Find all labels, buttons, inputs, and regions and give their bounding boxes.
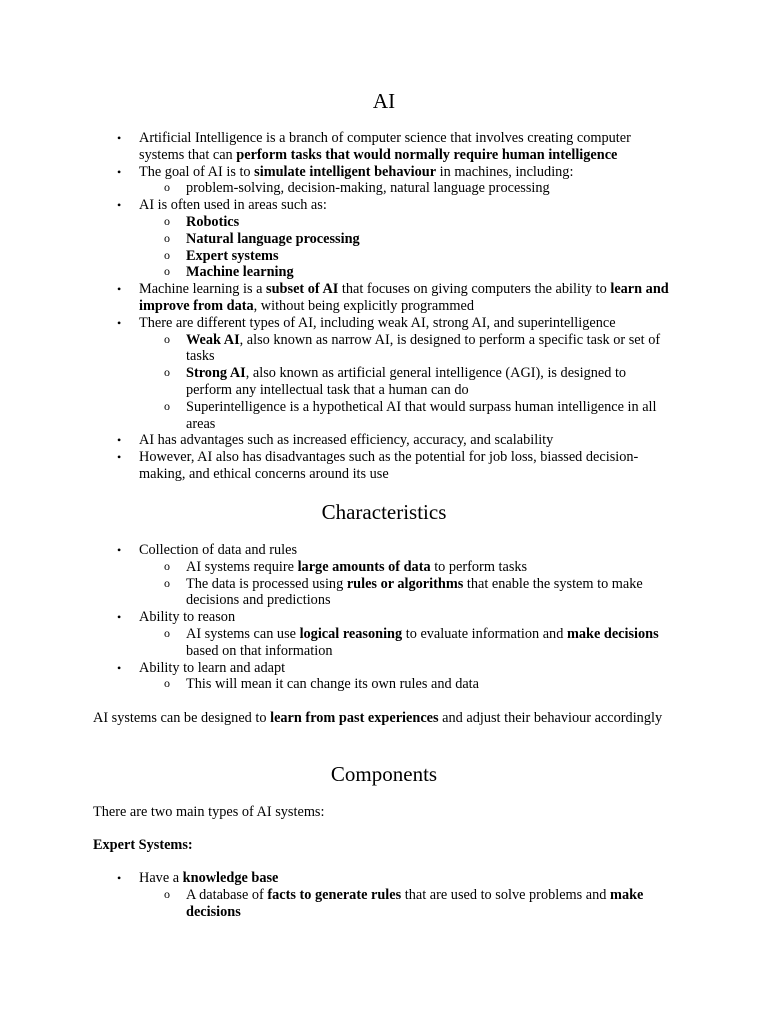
text: , without being explicitly programmed xyxy=(253,297,475,314)
sub-bullet-item xyxy=(186,576,666,610)
text: Ability to learn and adapt xyxy=(139,659,286,676)
text: AI is often used in areas such as: xyxy=(139,197,327,214)
text: and adjust their behaviour accordingly xyxy=(438,710,663,726)
sub-bullet-item xyxy=(186,365,666,399)
text: AI systems require xyxy=(186,558,298,575)
bold-text: subset of AI xyxy=(266,281,339,298)
bullet-item xyxy=(139,609,679,626)
text: AI systems can be designed to xyxy=(93,710,271,726)
bold-text: knowledge base xyxy=(182,870,279,886)
components-intro: There are two main types of AI systems: xyxy=(93,804,325,820)
sub-bullet-item xyxy=(186,626,666,660)
text: Ability to reason xyxy=(139,609,236,626)
sub-bullet-item xyxy=(186,332,666,366)
characteristics-paragraph xyxy=(93,710,693,727)
bullet-item xyxy=(139,542,679,559)
text: that enable the system to make decisions and predictions xyxy=(186,575,643,609)
heading-characteristics: Characteristics xyxy=(321,500,447,524)
bold-text: learn and improve from data xyxy=(139,281,669,314)
text: that focuses on giving computers the ability to xyxy=(338,281,611,298)
bullet-item xyxy=(139,281,679,315)
text: Superintelligence is a hypothetical AI that would surpass human intelligence in all areas xyxy=(186,398,657,432)
text: A database of xyxy=(186,886,268,903)
bold-text: facts to generate rules xyxy=(267,886,402,903)
expert-systems-list xyxy=(139,870,679,920)
bold-text: perform tasks that would normally require human intelligence xyxy=(236,146,618,163)
text: Collection of data and rules xyxy=(139,542,298,558)
bold-text: large amounts of data xyxy=(297,558,431,575)
characteristics-bullet-list xyxy=(139,542,679,693)
text: that are used to solve problems and xyxy=(401,886,611,903)
sub-bullet-item xyxy=(186,559,666,576)
bullet-item xyxy=(139,130,679,164)
text: Have a xyxy=(139,870,183,886)
heading-components: Components xyxy=(330,762,438,786)
text: , also known as narrow AI, is designed to perform a specific task or set of tasks xyxy=(186,331,661,365)
sub-bullet-item xyxy=(186,399,666,433)
bold-text: learn from past experiences xyxy=(270,710,439,726)
text: Artificial Intelligence is a branch of computer science that involves creating computer systems that can xyxy=(139,130,631,163)
heading-ai: AI xyxy=(372,89,396,113)
text: This will mean it can change its own rules and data xyxy=(186,676,480,693)
bullet-item xyxy=(139,164,679,181)
bold-text: make decisions xyxy=(566,625,659,642)
bullet-item xyxy=(139,449,679,483)
ai-bullet-list xyxy=(139,130,679,483)
text: The goal of AI is to xyxy=(139,163,255,180)
bullet-item xyxy=(139,432,679,449)
sub-bullet-item xyxy=(186,676,666,693)
text: There are different types of AI, including weak AI, strong AI, and superintelligence xyxy=(139,314,616,331)
bold-text: rules or algorithms xyxy=(346,575,464,592)
text: AI systems can use xyxy=(186,625,300,642)
text: to perform tasks xyxy=(430,558,528,575)
bold-text: Robotics xyxy=(186,213,240,230)
bold-text: simulate intelligent behaviour xyxy=(254,163,437,180)
bold-text: Natural language processing xyxy=(186,230,360,247)
text: in machines, including: xyxy=(436,163,574,180)
text: based on that information xyxy=(186,642,333,659)
text: AI has advantages such as increased efficiency, accuracy, and scalability xyxy=(139,432,554,449)
text: However, AI also has disadvantages such as the potential for job loss, biassed decision-making, and ethical concerns around its use xyxy=(139,449,639,482)
sub-bullet-item xyxy=(186,248,666,265)
sub-bullet-item xyxy=(186,214,666,231)
sub-bullet-item xyxy=(186,231,666,248)
text: , also known as artificial general intelligence (AGI), is designed to perform any intellectual task that a human can do xyxy=(186,365,627,398)
text: The data is processed using xyxy=(186,575,347,592)
sub-bullet-item xyxy=(186,264,666,281)
sub-bullet-item xyxy=(186,887,666,921)
bold-text: Strong AI xyxy=(186,365,246,382)
bold-text: make decisions xyxy=(186,886,644,920)
bullet-item xyxy=(139,197,679,214)
text: problem-solving, decision-making, natural language processing xyxy=(186,180,550,197)
bold-text: Machine learning xyxy=(186,264,294,281)
text: to evaluate information and xyxy=(402,625,567,642)
bold-text: logical reasoning xyxy=(299,625,403,642)
bold-text: Expert systems xyxy=(186,247,279,264)
bullet-item xyxy=(139,870,679,887)
text: Machine learning is a xyxy=(139,281,267,298)
bullet-item xyxy=(139,315,679,332)
expert-systems-title: Expert Systems: xyxy=(93,837,193,853)
bold-text: Weak AI xyxy=(186,331,240,348)
bullet-item xyxy=(139,660,679,677)
sub-bullet-item xyxy=(186,180,666,197)
